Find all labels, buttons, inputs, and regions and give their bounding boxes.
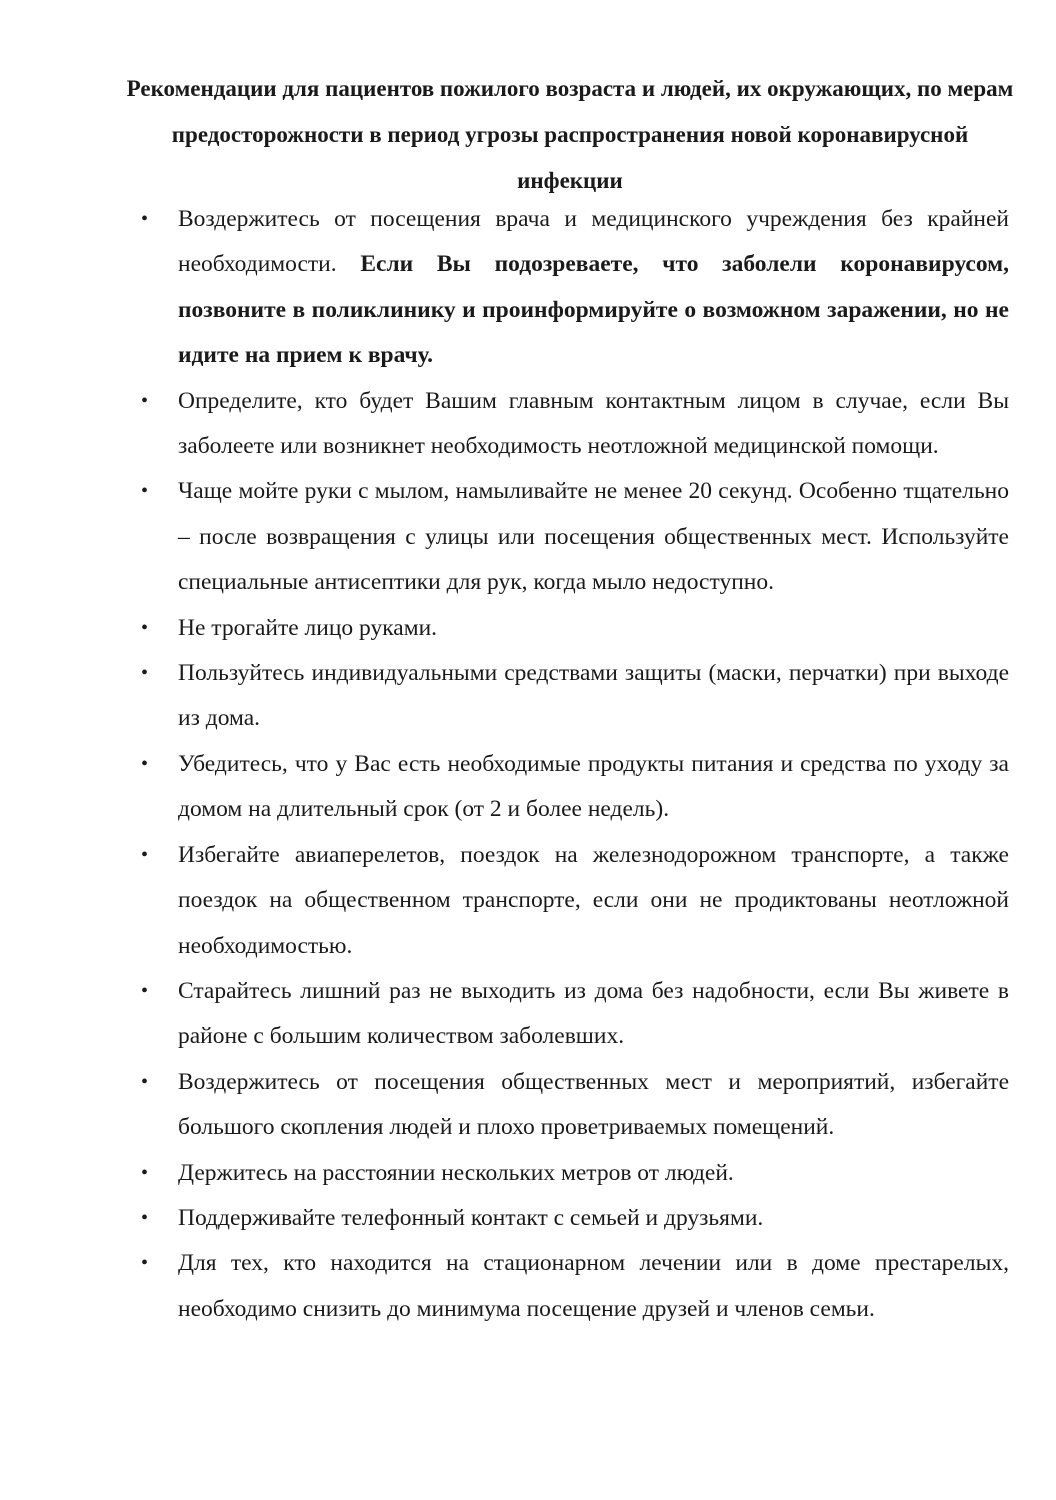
bullet-icon: • [141, 1252, 149, 1275]
bullet-icon: • [141, 979, 149, 1002]
list-item [0, 833, 1009, 969]
bullet-icon: • [141, 1070, 149, 1093]
document-title: Рекомендации для пациентов пожилого возраста и людей, их окружающих, по мерам предосторожности в период угрозы распространения новой коронавирусной инфекции [126, 76, 1014, 193]
item-text: Чаще мойте руки с мылом, намыливайте не менее 20 секунд. Особенно тщательно – после возвращения с улицы или посещения общественных мест. Используйте специальные антисептики для рук, когда мыло недоступно. [178, 478, 1009, 596]
item-text: Не трогайте лицо руками. [178, 614, 438, 641]
bullet-icon: • [141, 752, 149, 775]
list-item [0, 969, 1009, 1060]
recommendations-list [0, 197, 1056, 1332]
item-text: Воздержитесь от посещения врача и медицинского учреждения без крайней необходимости. [178, 206, 1009, 278]
list-item [0, 197, 1009, 379]
item-text: Пользуйтесь индивидуальными средствами защиты (маски, перчатки) при выходе из дома. [178, 660, 1009, 732]
bullet-icon: • [141, 662, 149, 685]
list-item [0, 469, 1009, 605]
list-item [0, 742, 1009, 833]
item-text: Поддерживайте телефонный контакт с семьей и друзьями. [178, 1204, 764, 1231]
item-text: Убедитесь, что у Вас есть необходимые продукты питания и средства по уходу за домом на длительный срок (от 2 и более недель). [178, 750, 1009, 823]
item-text: Старайтесь лишний раз не выходить из дома без надобности, если Вы живете в районе с большим количеством заболевших. [178, 977, 1009, 1050]
bullet-icon: • [141, 208, 149, 230]
bullet-icon: • [141, 843, 149, 866]
item-text: Для тех, кто находится на стационарном лечении или в доме престарелых, необходимо снизить до минимума посещение друзей и членов семьи. [178, 1250, 1009, 1322]
bullet-icon: • [141, 480, 149, 503]
list-item [0, 379, 1009, 470]
bullet-icon: • [141, 1161, 149, 1184]
bullet-icon: • [141, 1206, 149, 1229]
list-item [0, 1060, 1009, 1151]
item-text: Определите, кто будет Вашим главным контактным лицом в случае, если Вы заболеете или возникнет необходимость неотложной медицинской помощи. [178, 387, 1009, 460]
list-item [0, 1196, 1009, 1241]
item-text: Держитесь на расстоянии нескольких метров от людей. [178, 1159, 734, 1186]
list-item [0, 1151, 1009, 1196]
item-text-bold: Если Вы подозреваете, что заболели коронавирусом, позвоните в поликлинику и проинформируйте о возможном заражении, но не идите на прием к врачу. [178, 251, 1009, 369]
item-text: Избегайте авиаперелетов, поездок на железнодорожном транспорте, а также поездок на общественном транспорте, если они не продиктованы неотложной необходимостью. [178, 841, 1009, 959]
list-item [0, 606, 1009, 651]
bullet-icon: • [141, 389, 149, 412]
bullet-icon: • [141, 616, 149, 639]
list-item [0, 651, 1009, 742]
list-item [0, 1241, 1009, 1332]
item-text: Воздержитесь от посещения общественных мест и мероприятий, избегайте большого скопления людей и плохо проветриваемых помещений. [178, 1068, 1009, 1141]
